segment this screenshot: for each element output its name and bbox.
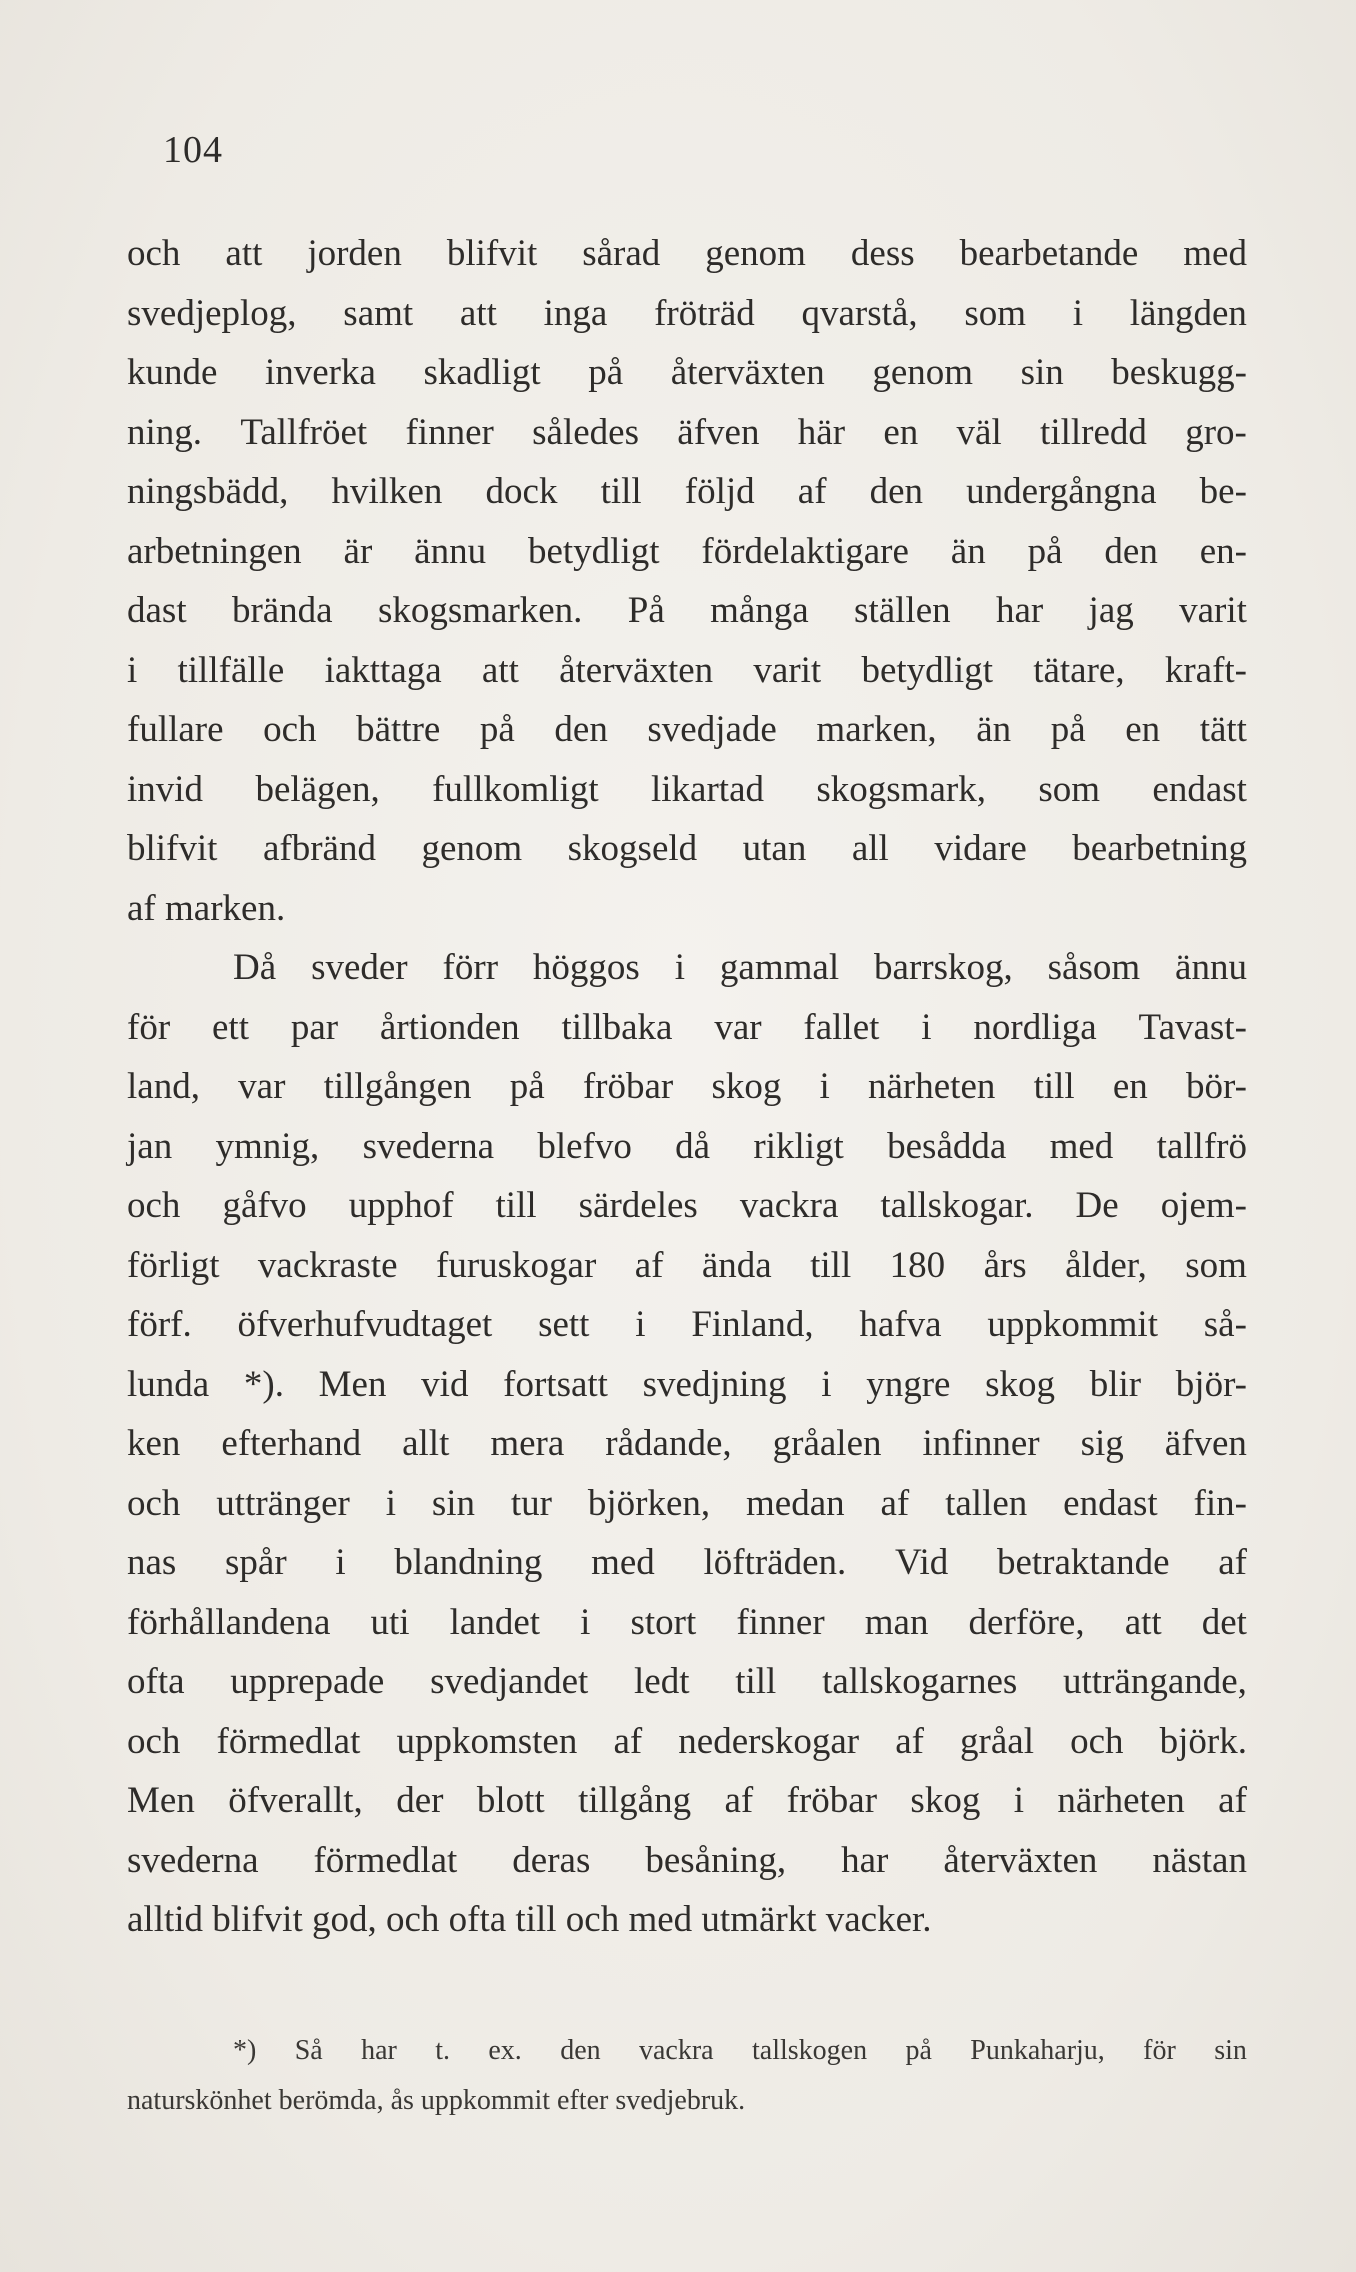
text-line: i tillfälle iakttaga att återväxten varit betydligt tätare, kraft- <box>127 649 1247 691</box>
text-line: ning. Tallfröet finner således äfven här en väl tillredd gro- <box>127 411 1247 453</box>
text-line: invid belägen, fullkomligt likartad skogsmark, som endast <box>127 768 1247 810</box>
text-line: och uttränger i sin tur björken, medan af tallen endast fin- <box>127 1482 1247 1524</box>
body-text <box>127 224 1247 1950</box>
footnote-line: naturskönhet berömda, ås uppkommit efter svedjebruk. <box>127 2085 746 2116</box>
paragraph-1 <box>127 224 1247 938</box>
text-line: land, var tillgången på fröbar skog i närheten till en bör- <box>127 1066 1247 1107</box>
text-line: svedjeplog, samt att inga fröträd qvarstå, som i längden <box>127 292 1247 334</box>
text-line: och förmedlat uppkomsten af nederskogar af gråal och björk. <box>127 1720 1247 1762</box>
text-line: för ett par årtionden tillbaka var fallet i nordliga Tavast- <box>127 1006 1247 1048</box>
text-line: kunde inverka skadligt på återväxten genom sin beskugg- <box>127 352 1247 393</box>
text-line: lunda *). Men vid fortsatt svedjning i yngre skog blir björ- <box>127 1363 1247 1405</box>
paragraph-2 <box>127 938 1247 1950</box>
footnote <box>127 2026 1247 2126</box>
text-line: och gåfvo upphof till särdeles vackra tallskogar. De ojem- <box>127 1185 1247 1226</box>
text-line: förligt vackraste furuskogar af ända till 180 års ålder, som <box>127 1244 1247 1286</box>
text-line: ofta upprepade svedjandet ledt till tallskogarnes utträngande, <box>127 1661 1247 1702</box>
text-line: och att jorden blifvit sårad genom dess bearbetande med <box>127 233 1247 274</box>
text-line: ken efterhand allt mera rådande, gråalen infinner sig äfven <box>127 1423 1247 1464</box>
text-line: ningsbädd, hvilken dock till följd af den undergångna be- <box>127 471 1247 512</box>
text-line: arbetningen är ännu betydligt fördelaktigare än på den en- <box>127 530 1247 572</box>
text-line: blifvit afbränd genom skogseld utan all vidare bearbetning <box>127 828 1247 869</box>
text-line: alltid blifvit god, och ofta till och med utmärkt vacker. <box>127 1899 932 1940</box>
text-line: jan ymnig, svederna blefvo då rikligt besådda med tallfrö <box>127 1125 1247 1167</box>
text-line: nas spår i blandning med löfträden. Vid betraktande af <box>127 1542 1247 1583</box>
text-line: förf. öfverhufvudtaget sett i Finland, hafva uppkommit så- <box>127 1304 1247 1345</box>
text-line: fullare och bättre på den svedjade marken, än på en tätt <box>127 709 1247 750</box>
page-number: 104 <box>163 129 223 171</box>
text-line: Då sveder förr höggos i gammal barrskog, såsom ännu <box>233 947 1247 988</box>
footnote-line: *) Så har t. ex. den vackra tallskogen på Punkaharju, för sin <box>233 2035 1247 2066</box>
text-line: af marken. <box>127 887 286 929</box>
text-line: dast brända skogsmarken. På många ställen har jag varit <box>127 590 1247 631</box>
text-line: förhållandena uti landet i stort finner man derföre, att det <box>127 1601 1247 1643</box>
text-line: svederna förmedlat deras besåning, har återväxten nästan <box>127 1839 1247 1881</box>
text-line: Men öfverallt, der blott tillgång af fröbar skog i närheten af <box>127 1780 1247 1821</box>
